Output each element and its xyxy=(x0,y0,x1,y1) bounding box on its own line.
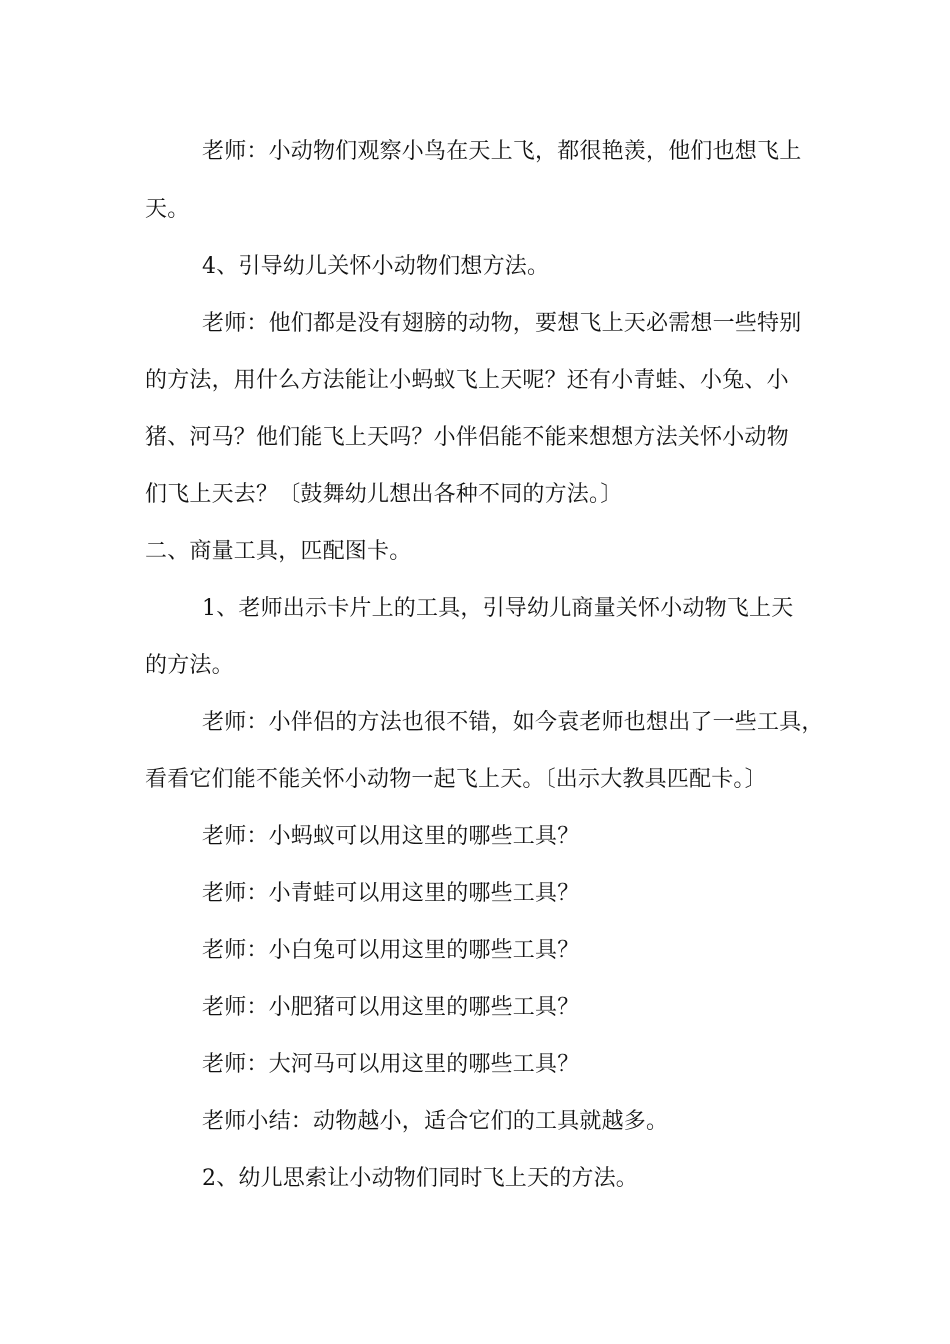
paragraph-line: 老师：小白兔可以用这里的哪些工具？ xyxy=(202,938,580,963)
paragraph-line: 老师：他们都是没有翅膀的动物，要想飞上天必需想一些特别 xyxy=(202,311,802,336)
paragraph-line: 老师：小青蛙可以用这里的哪些工具？ xyxy=(202,881,580,906)
paragraph-line: 老师：小伴侣的方法也很不错，如今袁老师也想出了一些工具， xyxy=(202,710,824,735)
paragraph-line: 2、幼儿思索让小动物们同时飞上天的方法。 xyxy=(202,1166,638,1191)
paragraph-line: 老师小结：动物越小，适合它们的工具就越多。 xyxy=(202,1109,669,1134)
paragraph-line: 1、老师出示卡片上的工具，引导幼儿商量关怀小动物飞上天 xyxy=(202,596,794,621)
paragraph-line: 老师：小动物们观察小鸟在天上飞，都很艳羡，他们也想飞上 xyxy=(202,139,802,164)
paragraph-line: 老师：小肥猪可以用这里的哪些工具？ xyxy=(202,995,580,1020)
paragraph-line: 的方法。 xyxy=(145,653,234,678)
paragraph-line: 的方法，用什么方法能让小蚂蚁飞上天呢？还有小青蛙、小兔、小 xyxy=(145,368,789,393)
paragraph-line: 老师：大河马可以用这里的哪些工具？ xyxy=(202,1052,580,1077)
paragraph-line: 天。 xyxy=(145,197,190,222)
paragraph-line: 猪、河马？他们能飞上天吗？小伴侣能不能来想想方法关怀小动物 xyxy=(145,425,789,450)
paragraph-line: 看看它们能不能关怀小动物一起飞上天。〔出示大教具匹配卡。〕 xyxy=(145,767,767,792)
paragraph-line: 4、引导幼儿关怀小动物们想方法。 xyxy=(202,254,550,279)
paragraph-line: 们飞上天去？〔鼓舞幼儿想出各种不同的方法。〕 xyxy=(145,482,623,507)
paragraph-line: 老师：小蚂蚁可以用这里的哪些工具？ xyxy=(202,824,580,849)
section-heading: 二、商量工具，匹配图卡。 xyxy=(145,539,412,564)
